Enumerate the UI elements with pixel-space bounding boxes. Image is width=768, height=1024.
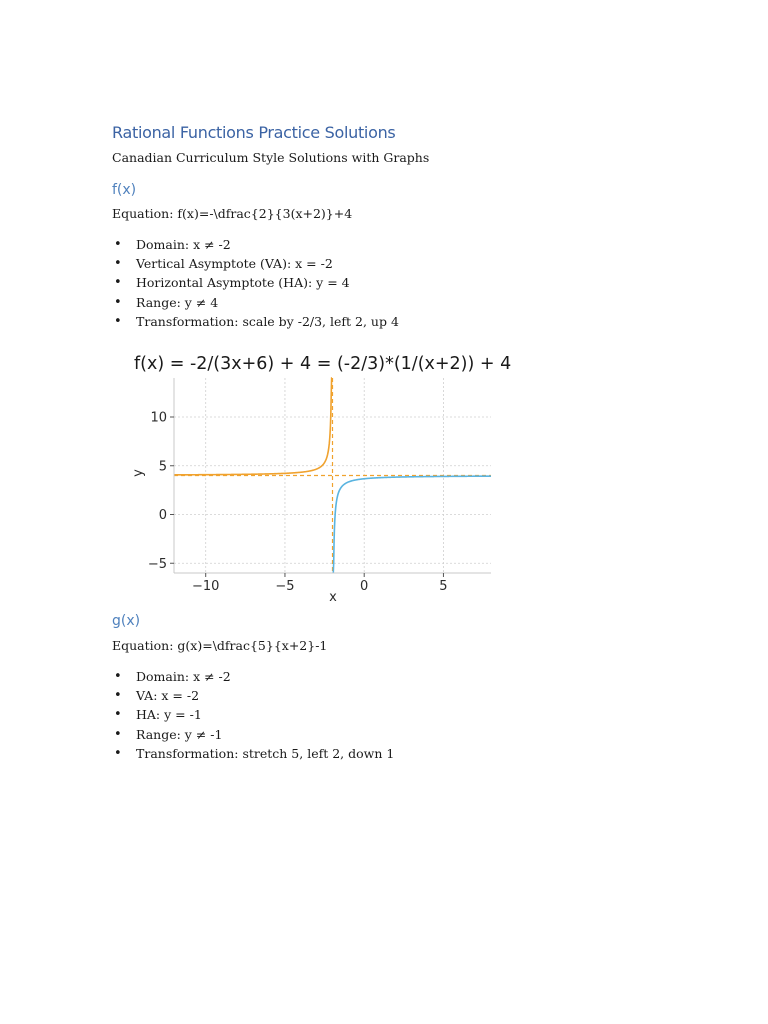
bullet-icon: • <box>114 688 122 704</box>
equation-gx: Equation: g(x)=\dfrac{5}{x+2}-1 <box>112 638 328 653</box>
x-tick-label: 5 <box>439 579 448 594</box>
bullet-icon: • <box>114 237 122 252</box>
bullet-list-gx <box>112 667 394 763</box>
y-axis-label: y <box>131 469 146 477</box>
x-tick-label: −10 <box>191 579 220 594</box>
list-item-text: Transformation: stretch 5, left 2, down 1 <box>136 745 395 761</box>
y-tick-label: 0 <box>158 508 167 523</box>
list-item-text: HA: y = -1 <box>136 707 202 723</box>
x-tick-label: 0 <box>360 579 369 594</box>
list-item <box>112 686 394 705</box>
bullet-icon: • <box>114 726 122 742</box>
list-item-text: Transformation: scale by -2/3, left 2, up 4 <box>136 313 399 329</box>
list-item-text: Vertical Asymptote (VA): x = -2 <box>136 256 333 272</box>
bullet-icon: • <box>114 313 122 329</box>
list-item-text: VA: x = -2 <box>136 688 200 704</box>
list-item-text: Range: y ≠ -1 <box>136 726 223 742</box>
equation-fx: Equation: f(x)=-\dfrac{2}{3(x+2)}+4 <box>112 206 353 221</box>
fx-graph <box>118 345 536 605</box>
list-item <box>112 254 399 273</box>
bullet-icon: • <box>114 669 122 684</box>
list-item <box>112 705 394 724</box>
list-item-text: Domain: x ≠ -2 <box>136 237 231 252</box>
bullet-icon: • <box>114 275 122 291</box>
bullet-icon: • <box>114 707 122 723</box>
y-tick-label: 5 <box>158 459 167 475</box>
bullet-icon: • <box>114 294 122 310</box>
y-tick-label: 10 <box>150 410 167 426</box>
x-tick-label: −5 <box>275 579 295 594</box>
document-title: Rational Functions Practice Solutions <box>112 123 396 142</box>
list-item <box>112 312 399 331</box>
list-item <box>112 273 399 292</box>
document-subtitle: Canadian Curriculum Style Solutions with Graphs <box>112 150 430 165</box>
bullet-icon: • <box>114 745 122 761</box>
bullet-list-fx <box>112 235 399 331</box>
section-heading-gx: g(x) <box>112 613 141 629</box>
chart-title: f(x) = -2/(3x+6) + 4 = (-2/3)*(1/(x+2)) + 4 <box>134 354 512 374</box>
section-heading-fx: f(x) <box>112 182 137 198</box>
list-item-text: Range: y ≠ 4 <box>136 294 219 310</box>
list-item-text: Horizontal Asymptote (HA): y = 4 <box>136 275 350 291</box>
list-item <box>112 235 399 254</box>
y-tick-label: −5 <box>147 556 167 572</box>
list-item-text: Domain: x ≠ -2 <box>136 669 231 684</box>
bullet-icon: • <box>114 256 122 272</box>
list-item <box>112 293 399 312</box>
list-item <box>112 667 394 686</box>
list-item <box>112 725 394 744</box>
list-item <box>112 744 394 763</box>
x-axis-label: x <box>329 590 337 605</box>
